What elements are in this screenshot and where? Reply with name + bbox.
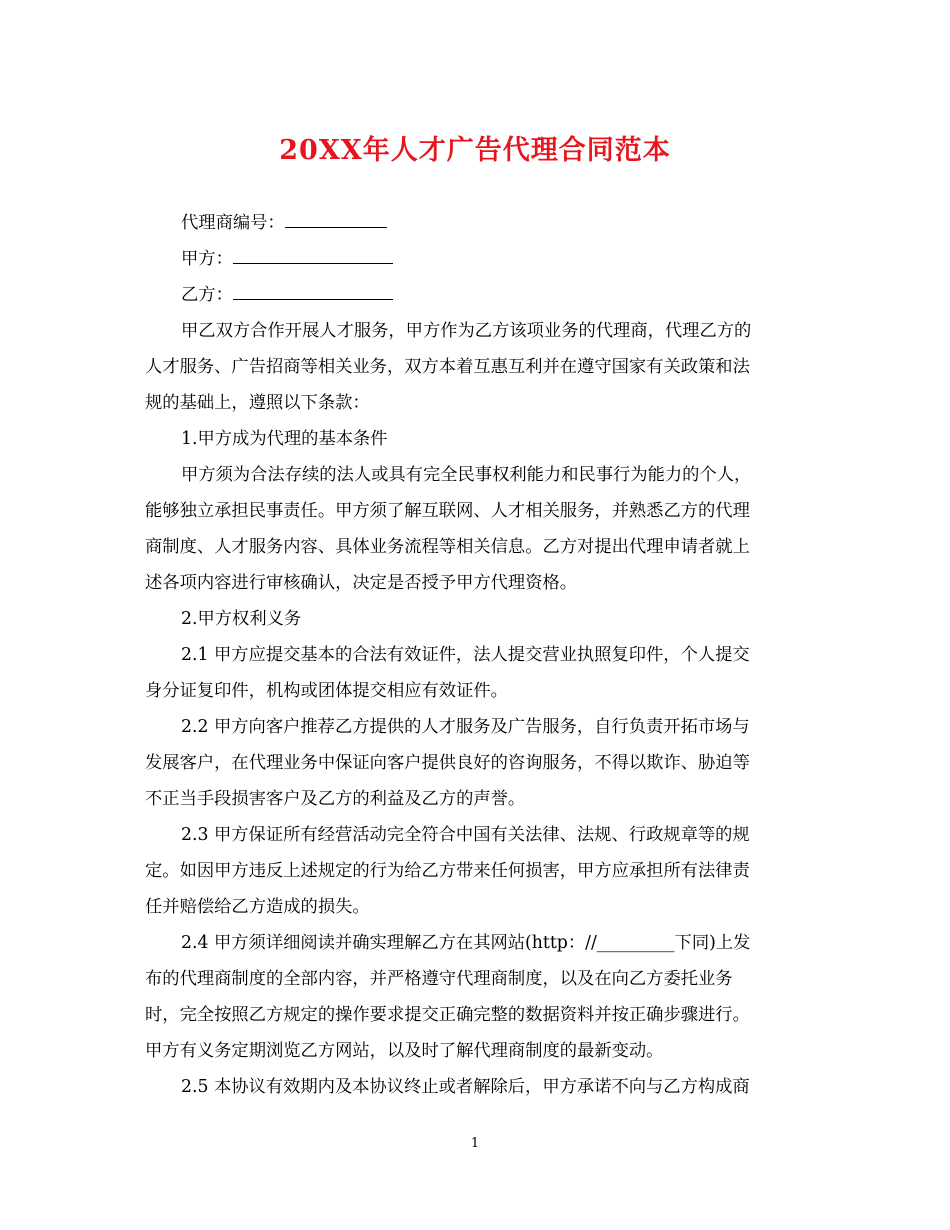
party-a-label: 甲方： [181, 249, 233, 269]
clause-2-4-line-3: 时，完全按照乙方规定的操作要求提交正确完整的数据资料并按正确步骤进行。 [145, 1005, 750, 1025]
page-number: 1 [470, 1136, 480, 1151]
section-1-line-1: 甲方须为合法存续的法人或具有完全民事权利能力和民事行为能力的个人， [181, 465, 752, 485]
party-b-blank [233, 281, 393, 300]
clause-2-2-line-2: 发展客户，在代理业务中保证向客户提供良好的咨询服务，不得以欺诈、胁迫等 [145, 753, 750, 773]
clause-2-3-line-1: 2.3 甲方保证所有经营活动完全符合中国有关法律、法规、行政规章等的规 [181, 825, 750, 845]
agent-number-field [145, 205, 810, 241]
section-1-line-2: 能够独立承担民事责任。甲方须了解互联网、人才相关服务，并熟悉乙方的代理 [145, 501, 750, 521]
section-1-line-4: 述各项内容进行审核确认，决定是否授予甲方代理资格。 [145, 573, 578, 593]
clause-2-4-line-2: 布的代理商制度的全部内容，并严格遵守代理商制度，以及在向乙方委托业务 [145, 969, 733, 989]
party-a-field [145, 241, 810, 277]
intro-line-3: 规的基础上，遵照以下条款： [145, 393, 370, 413]
agent-number-label: 代理商编号： [181, 213, 285, 233]
clause-2-2-line-3: 不正当手段损害客户及乙方的利益及乙方的声誉。 [145, 789, 526, 809]
clause-2-3-line-2: 定。如因甲方违反上述规定的行为给乙方带来任何损害，甲方应承担所有法律责 [145, 861, 750, 881]
intro-line-2: 人才服务、广告招商等相关业务，双方本着互惠互利并在遵守国家有关政策和法 [145, 357, 750, 377]
section-1-heading: 1.甲方成为代理的基本条件 [181, 429, 388, 449]
document-title: 20XX年人才广告代理合同范本 [279, 135, 671, 166]
section-2-heading: 2.甲方权利义务 [181, 609, 302, 629]
section-1-line-3: 商制度、人才服务内容、具体业务流程等相关信息。乙方对提出代理申请者就上 [145, 537, 750, 557]
agent-number-blank [285, 209, 387, 228]
clause-2-4-line-1: 2.4 甲方须详细阅读并确实理解乙方在其网站(http：//_________下同)上发 [181, 933, 751, 953]
clause-2-2-line-1: 2.2 甲方向客户推荐乙方提供的人才服务及广告服务，自行负责开拓市场与 [181, 717, 750, 737]
party-a-blank [233, 245, 393, 264]
party-b-label: 乙方： [181, 285, 233, 305]
clause-2-4-line-4: 甲方有义务定期浏览乙方网站，以及时了解代理商制度的最新变动。 [145, 1041, 664, 1061]
clause-2-3-line-3: 任并赔偿给乙方造成的损失。 [145, 897, 370, 917]
document-body [145, 205, 810, 1105]
intro-line-1: 甲乙双方合作开展人才服务，甲方作为乙方该项业务的代理商，代理乙方的 [181, 321, 752, 341]
clause-2-1-line-2: 身分证复印件，机构或团体提交相应有效证件。 [145, 681, 508, 701]
clause-2-1-line-1: 2.1 甲方应提交基本的合法有效证件，法人提交营业执照复印件，个人提交 [181, 645, 750, 665]
clause-2-5-line-1: 2.5 本协议有效期内及本协议终止或者解除后，甲方承诺不向与乙方构成商 [181, 1077, 750, 1097]
party-b-field [145, 277, 810, 313]
